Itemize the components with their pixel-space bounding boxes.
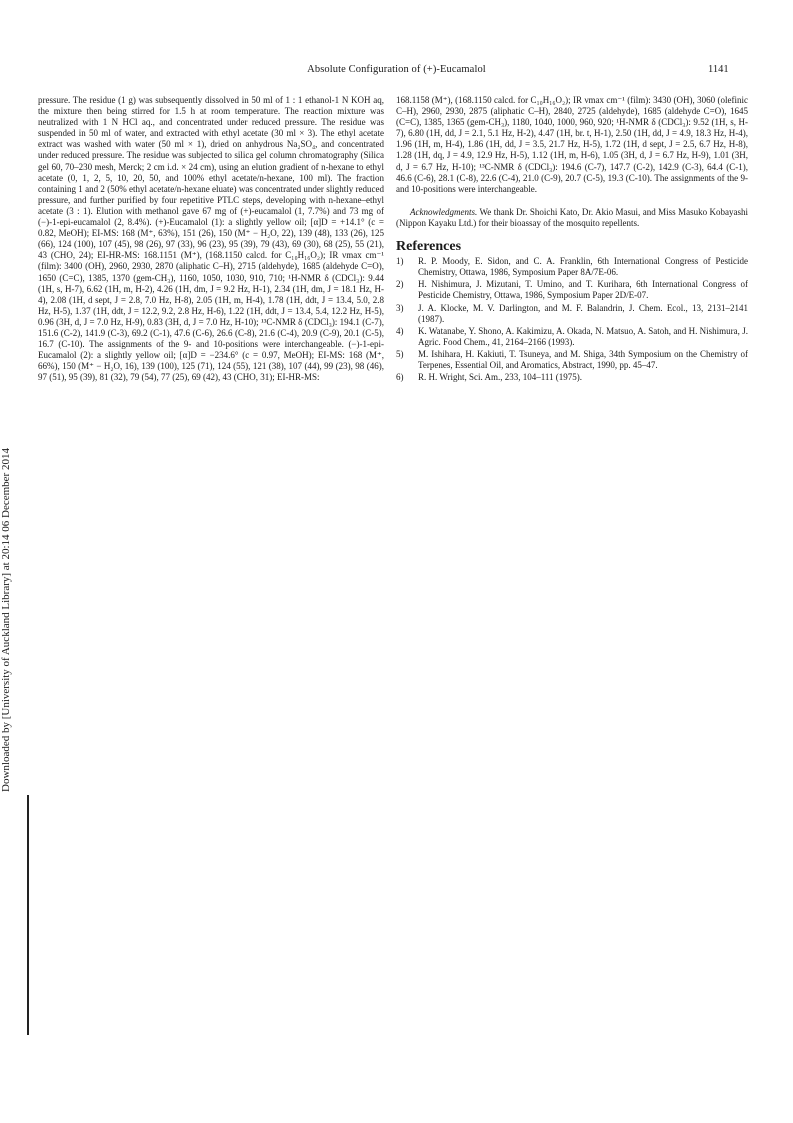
reference-number: 6): [396, 372, 404, 383]
reference-item: [396, 349, 748, 371]
margin-rule: [27, 795, 29, 1035]
reference-text: R. P. Moody, E. Sidon, and C. A. Franklin, 6th International Congress of Pesticide Chemistry, Ottawa, 1986, Symposium Paper 8A/7E-06.: [418, 256, 748, 278]
reference-number: 1): [396, 256, 404, 267]
page-number: 1141: [708, 64, 729, 75]
reference-item: [396, 326, 748, 348]
reference-item: [396, 279, 748, 301]
reference-text: R. H. Wright, Sci. Am., 233, 104–111 (1975).: [418, 372, 583, 383]
reference-item: [396, 256, 748, 278]
reference-number: 4): [396, 325, 404, 336]
reference-text: M. Ishihara, H. Kakiuti, T. Tsuneya, and M. Shiga, 34th Symposium on the Chemistry of Terpenes, Essential Oil, and Aromatics, Abstract, 1990, pp. 45–47.: [418, 348, 748, 370]
references-heading: References: [396, 239, 462, 255]
reference-text: K. Watanabe, Y. Shono, A. Kakimizu, A. Okada, N. Matsuo, A. Satoh, and H. Nishimura, J. Agric. Food Chem., 41, 2164–2166 (1993).: [418, 325, 748, 347]
reference-text: J. A. Klocke, M. V. Darlington, and M. F. Balandrin, J. Chem. Ecol., 13, 2131–2141 (1987).: [418, 302, 748, 324]
running-header-title: Absolute Configuration of (+)-Eucamalol: [307, 64, 486, 75]
right-column: [396, 95, 748, 384]
references-list: [396, 256, 748, 383]
acknowledgments-label: Acknowledgments.: [410, 206, 478, 217]
reference-number: 2): [396, 279, 404, 290]
experimental-paragraph-continued: 168.1158 (M⁺), (168.1150 calcd. for C₁₀H₁₆O₂); IR νmax cm⁻¹ (film): 3430 (OH), 3060 (olefinic C–H), 2960, 2930, 2875 (aliphatic C–H), 2840, 2725 (aldehyde), 1685 (aldehyde C=O), 1645 (C=C), 1385, 1365 (gem-CH₃), 1180, 1040, 1000, 960, 920; ¹H-NMR δ (CDCl₃): 9.52 (1H, s, H-7), 6.80 (1H, dd, J = 2.1, 5.1 Hz, H-2), 4.47 (1H, br. t, H-1), 2.50 (1H, dd, J = 4.9, 18.3 Hz, H-4), 1.96 (1H, m, H-4), 1.86 (1H, dd, J = 3.5, 21.7 Hz, H-5), 1.72 (1H, d sept, J = 2.5, 6.7 Hz, H-8), 1.28 (1H, dq, J = 4.9, 12.9 Hz, H-5), 1.12 (1H, m, H-6), 1.05 (3H, d, J = 6.7 Hz, H-9), 1.01 (3H, d, J = 6.7 Hz, H-10); ¹³C-NMR δ (CDCl₃): 194.6 (C-7), 147.7 (C-2), 142.9 (C-3), 64.4 (C-1), 46.6 (C-6), 28.1 (C-8), 22.6 (C-4), 21.0 (C-9), 20.7 (C-5), 19.3 (C-10). The assignments of the 9- and 10-positions were interchangeable.: [396, 95, 748, 194]
reference-number: 3): [396, 302, 404, 313]
acknowledgments: [396, 207, 748, 229]
experimental-paragraph: pressure. The residue (1 g) was subsequently dissolved in 50 ml of 1 : 1 ethanol-1 N KOH aq, the mixture then being stirred for 1.5 h at room temperature. The reaction mixture was neutralized with 1 N HCl aq., and concentrated under reduced pressure. The residue was suspended in 50 ml of water, and extracted with ethyl acetate (30 ml × 3). The ethyl acetate extract was washed with water (50 ml × 1), dried on anhydrous Na₂SO₄, and concentrated under reduced pressure. The residue was subjected to silica gel column chromatography (Silica gel 60, 70–230 mesh, Merck; 2 cm i.d. × 24 cm), using an elution gradient of n-hexane to ethyl acetate (0, 1, 2, 5, 10, 20, 50, and 100% ethyl acetate/n-hexane, 100 ml). The fraction containing 1 and 2 (50% ethyl acetate/n-hexane eluate) was concentrated under slightly reduced pressure, and further purified by four repetitive PTLC steps, developing with n-hexane–ethyl acetate (3 : 1). Elution with methanol gave 67 mg of (+)-eucamalol (1, 7.7%) and 73 mg of (−)-1-epi-eucamalol (2, 8.4%). (+)-Eucamalol (1): a slightly yellow oil; [α]D = +14.1° (c = 0.82, MeOH); EI-MS: 168 (M⁺, 63%), 151 (26), 150 (M⁺ − H₂O, 22), 139 (48), 133 (26), 125 (66), 124 (100), 107 (45), 98 (26), 97 (33), 96 (23), 95 (39), 79 (43), 69 (30), 68 (25), 55 (21), 43 (CHO, 24); EI-HR-MS: 168.1151 (M⁺), (168.1150 calcd. for C₁₀H₁₆O₂); IR νmax cm⁻¹ (film): 3400 (OH), 2960, 2930, 2870 (aliphatic C–H), 2715 (aldehyde), 1685 (aldehyde C=O), 1650 (C=C), 1385, 1370 (gem-CH₃), 1160, 1050, 1030, 910, 710; ¹H-NMR δ (CDCl₃): 9.44 (1H, s, H-7), 6.62 (1H, m, H-2), 4.26 (1H, dm, J = 9.2 Hz, H-1), 2.34 (1H, dm, J = 18.1 Hz, H-4), 2.08 (1H, d sept, J = 2.8, 7.0 Hz, H-8), 2.05 (1H, m, H-4), 1.78 (1H, ddt, J = 13.4, 5.0, 2.8 Hz, H-5), 1.37 (1H, ddt, J = 12.2, 9.2, 2.8 Hz, H-6), 1.22 (1H, ddt, J = 13.4, 5.4, 12.2 Hz, H-5), 0.96 (3H, d, J = 7.0 Hz, H-9), 0.83 (3H, d, J = 7.0 Hz, H-10); ¹³C-NMR δ (CDCl₃): 194.1 (C-7), 151.6 (C-2), 141.9 (C-3), 69.2 (C-1), 47.6 (C-6), 26.6 (C-8), 21.6 (C-4), 20.9 (C-9), 20.1 (C-5), 16.7 (C-10). The assignments of the 9- and 10-positions were interchangeable. (−)-1-epi-Eucamalol (2): a slightly yellow oil; [α]D = −234.6° (c = 0.97, MeOH); EI-MS: 168 (M⁺, 66%), 150 (M⁺ − H₂O, 16), 139 (100), 125 (71), 124 (55), 121 (38), 107 (44), 99 (23), 98 (46), 97 (51), 95 (39), 81 (32), 79 (54), 77 (25), 69 (42), 43 (CHO, 31); EI-HR-MS:: [38, 95, 384, 383]
reference-item: [396, 372, 748, 383]
acknowledgments-text: We thank Dr. Shoichi Kato, Dr. Akio Masui, and Miss Masuko Kobayashi (Nippon Kayaku Ltd.) for their bioassay of the mosquito repellents.: [396, 206, 748, 228]
reference-number: 5): [396, 348, 404, 359]
reference-text: H. Nishimura, J. Mizutani, T. Umino, and T. Kurihara, 6th International Congress of Pesticide Chemistry, Ottawa, 1986, Symposium Paper 2D/E-07.: [418, 279, 748, 301]
reference-item: [396, 303, 748, 325]
download-watermark: Downloaded by [University of Auckland Library] at 20:14 06 December 2014: [0, 448, 12, 792]
left-column: [38, 95, 384, 383]
